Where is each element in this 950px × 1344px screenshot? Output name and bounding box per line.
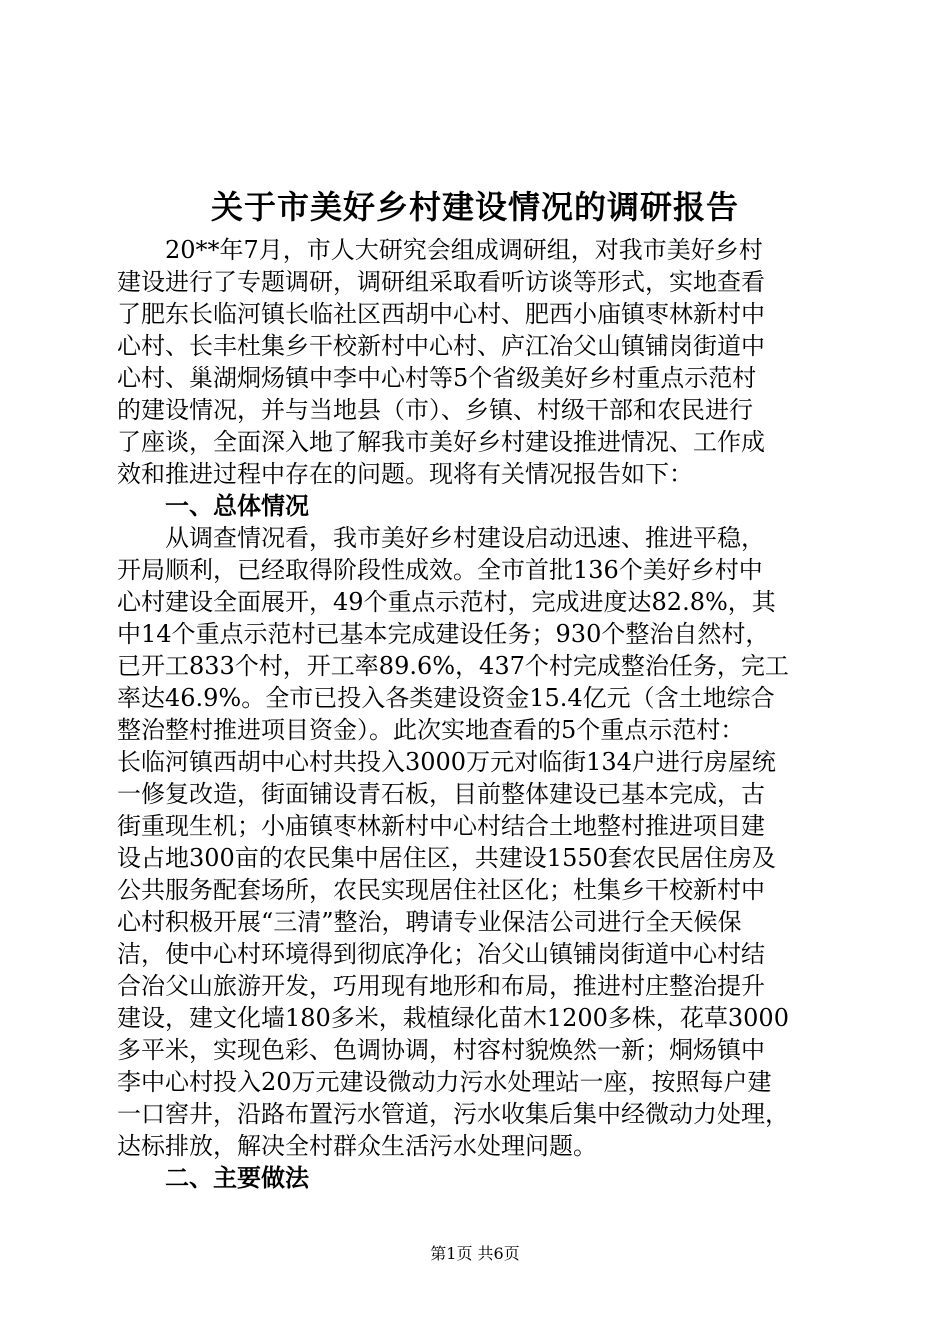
paragraph-line: 中14个重点示范村已基本完成建设任务；930个整治自然村， xyxy=(117,620,770,648)
document-body xyxy=(117,234,857,1194)
paragraph-line: 长临河镇西胡中心村共投入3000万元对临街134户进行房屋统 xyxy=(117,748,776,776)
paragraph-line: 建设进行了专题调研，调研组采取看听访谈等形式，实地查看 xyxy=(117,268,765,296)
paragraph-line: 一修复改造，街面铺设青石板，目前整体建设已基本完成，古 xyxy=(117,780,765,808)
paragraph-line: 合冶父山旅游开发，巧用现有地形和布局，推进村庄整治提升 xyxy=(117,972,765,1000)
paragraph-line: 开局顺利，已经取得阶段性成效。全市首批136个美好乡村中 xyxy=(117,556,763,584)
paragraph-line: 心村、巢湖烔炀镇中李中心村等5个省级美好乡村重点示范村 xyxy=(117,364,757,392)
paragraph-line: 从调查情况看，我市美好乡村建设启动迅速、推进平稳， xyxy=(117,524,765,552)
paragraph-line: 了座谈，全面深入地了解我市美好乡村建设推进情况、工作成 xyxy=(117,428,765,456)
paragraph-line: 率达46.9%。全市已投入各类建设资金15.4亿元（含土地综合 xyxy=(117,684,775,712)
paragraph-line: 达标排放，解决全村群众生活污水处理问题。 xyxy=(117,1132,597,1160)
paragraph-line: 整治整村推进项目资金）。此次实地查看的5个重点示范村： xyxy=(117,716,745,744)
paragraph-line: 公共服务配套场所，农民实现居住社区化；杜集乡干校新村中 xyxy=(117,876,765,904)
paragraph-line: 建设，建文化墙180多米，栽植绿化苗木1200多株，花草3000 xyxy=(117,1004,789,1032)
page-number-footer: 第1页 共6页 xyxy=(430,1244,520,1263)
paragraph-line: 20**年7月，市人大研究会组成调研组，对我市美好乡村 xyxy=(117,236,763,264)
paragraph-line: 了肥东长临河镇长临社区西胡中心村、肥西小庙镇枣林新村中 xyxy=(117,300,765,328)
paragraph-line: 心村积极开展“三清”整治，聘请专业保洁公司进行全天候保 xyxy=(117,908,742,936)
section-heading: 二、主要做法 xyxy=(117,1163,309,1192)
paragraph-line: 洁，使中心村环境得到彻底净化；冶父山镇铺岗街道中心村结 xyxy=(117,940,765,968)
paragraph-line: 街重现生机；小庙镇枣林新村中心村结合土地整村推进项目建 xyxy=(117,812,765,840)
paragraph-line: 心村、长丰杜集乡干校新村中心村、庐江冶父山镇铺岗街道中 xyxy=(117,332,765,360)
paragraph-line: 的建设情况，并与当地县（市）、乡镇、村级干部和农民进行 xyxy=(117,396,753,424)
paragraph-line: 李中心村投入20万元建设微动力污水处理站一座，按照每户建 xyxy=(117,1068,772,1096)
paragraph-line: 一口窖井，沿路布置污水管道，污水收集后集中经微动力处理， xyxy=(117,1100,789,1128)
section-heading: 一、总体情况 xyxy=(117,491,309,520)
paragraph-line: 效和推进过程中存在的问题。现将有关情况报告如下： xyxy=(117,460,693,488)
paragraph-line: 已开工833个村，开工率89.6%，437个村完成整治任务，完工 xyxy=(117,652,789,680)
paragraph-line: 多平米，实现色彩、色调协调，村容村貌焕然一新；烔炀镇中 xyxy=(117,1036,765,1064)
paragraph-line: 设占地300亩的农民集中居住区，共建设1550套农民居住房及 xyxy=(117,844,776,872)
page-title: 关于市美好乡村建设情况的调研报告 xyxy=(210,188,739,226)
paragraph-line: 心村建设全面展开，49个重点示范村，完成进度达82.8%，其 xyxy=(117,588,776,616)
